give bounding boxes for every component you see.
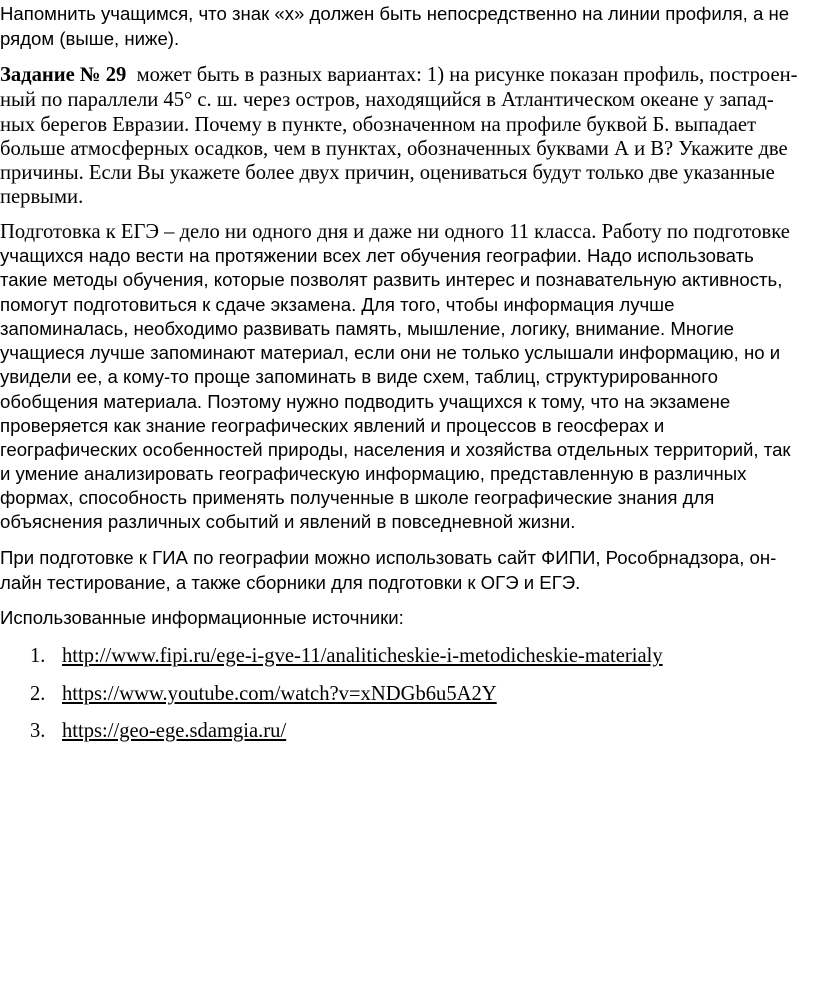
task-line-1-text: может быть в разных вариантах: 1) на рисунке показан профиль, построен- [136,64,798,86]
reminder-line-1: Напомнить учащимся, что знак «х» должен быть непосредственно на линии профиля, а не [0,3,790,24]
source-number-1: 1. [30,645,46,667]
prep-line-6: учащиеся лучше запоминают материал, если они не только услышали информацию, но и [0,342,781,363]
prep-line-9: проверяется как знание географических явлений и процессов в геосферах и [0,415,665,436]
prep-line-12: формах, способность применять полученные в школе географические знания для [0,487,715,508]
prep-line-5: запоминалась, необходимо развивать память, мышление, логику, внимание. Многие [0,318,734,339]
prep-line-10: географических особенностей природы, населения и хозяйства отдельных территорий, так [0,439,791,460]
prep-line-2: учащихся надо вести на протяжении всех лет обучения географии. Надо использовать [0,245,754,266]
source-link-3[interactable]: https://geo-ege.sdamgia.ru/ [62,720,287,742]
prep-line-13: объяснения различных событий и явлений в повседневной жизни. [0,511,576,532]
prep-line-7: увидели ее, а кому-то проще запоминать в виде схем, таблиц, структурированного [0,366,718,387]
task-line-5: причины. Если Вы укажете более двух причин, оцениваться будут только две указанные [0,162,775,184]
prep-line-3: такие методы обучения, которые позволят развить интерес и познавательную активность, [0,269,783,290]
task-line-2: ный по параллели 45° с. ш. через остров, находящийся в Атлантическом океане у запад- [0,89,774,111]
prep-line-1: Подготовка к ЕГЭ – дело ни одного дня и даже ни одного 11 класса. Работу по подготовке [0,221,790,243]
sources-heading: Использованные информационные источники: [0,607,404,628]
prep-line-11: и умение анализировать географическую информацию, представленную в различных [0,463,747,484]
source-link-2[interactable]: https://www.youtube.com/watch?v=xNDGb6u5A2Y [62,683,497,705]
task-line-1 [0,63,797,87]
gia-line-1: При подготовке к ГИА по географии можно использовать сайт ФИПИ, Рособрнадзора, он- [0,547,777,568]
gia-line-2: лайн тестирование, а также сборники для подготовки к ОГЭ и ЕГЭ. [0,572,581,593]
source-item-2 [30,682,497,706]
source-number-2: 2. [30,683,46,705]
source-item-3 [30,719,286,743]
task-line-3: ных берегов Евразии. Почему в пункте, обозначенном на профиле буквой Б. выпадает [0,114,757,136]
source-number-3: 3. [30,720,46,742]
task-line-4: больше атмосферных осадков, чем в пунктах, обозначенных буквами А и В? Укажите две [0,138,788,160]
source-item-1 [30,644,663,668]
reminder-line-2: рядом (выше, ниже). [0,28,180,49]
task-line-6: первыми. [0,186,84,208]
prep-line-8: обобщения материала. Поэтому нужно подводить учащихся к тому, что на экзамене [0,391,731,412]
prep-line-4: помогут подготовиться к сдаче экзамена. Для того, чтобы информация лучше [0,294,675,315]
task-label: Задание № 29 [0,64,127,86]
source-link-1[interactable]: http://www.fipi.ru/ege-i-gve-11/analiticheskie-i-metodicheskie-materialy [62,645,663,667]
